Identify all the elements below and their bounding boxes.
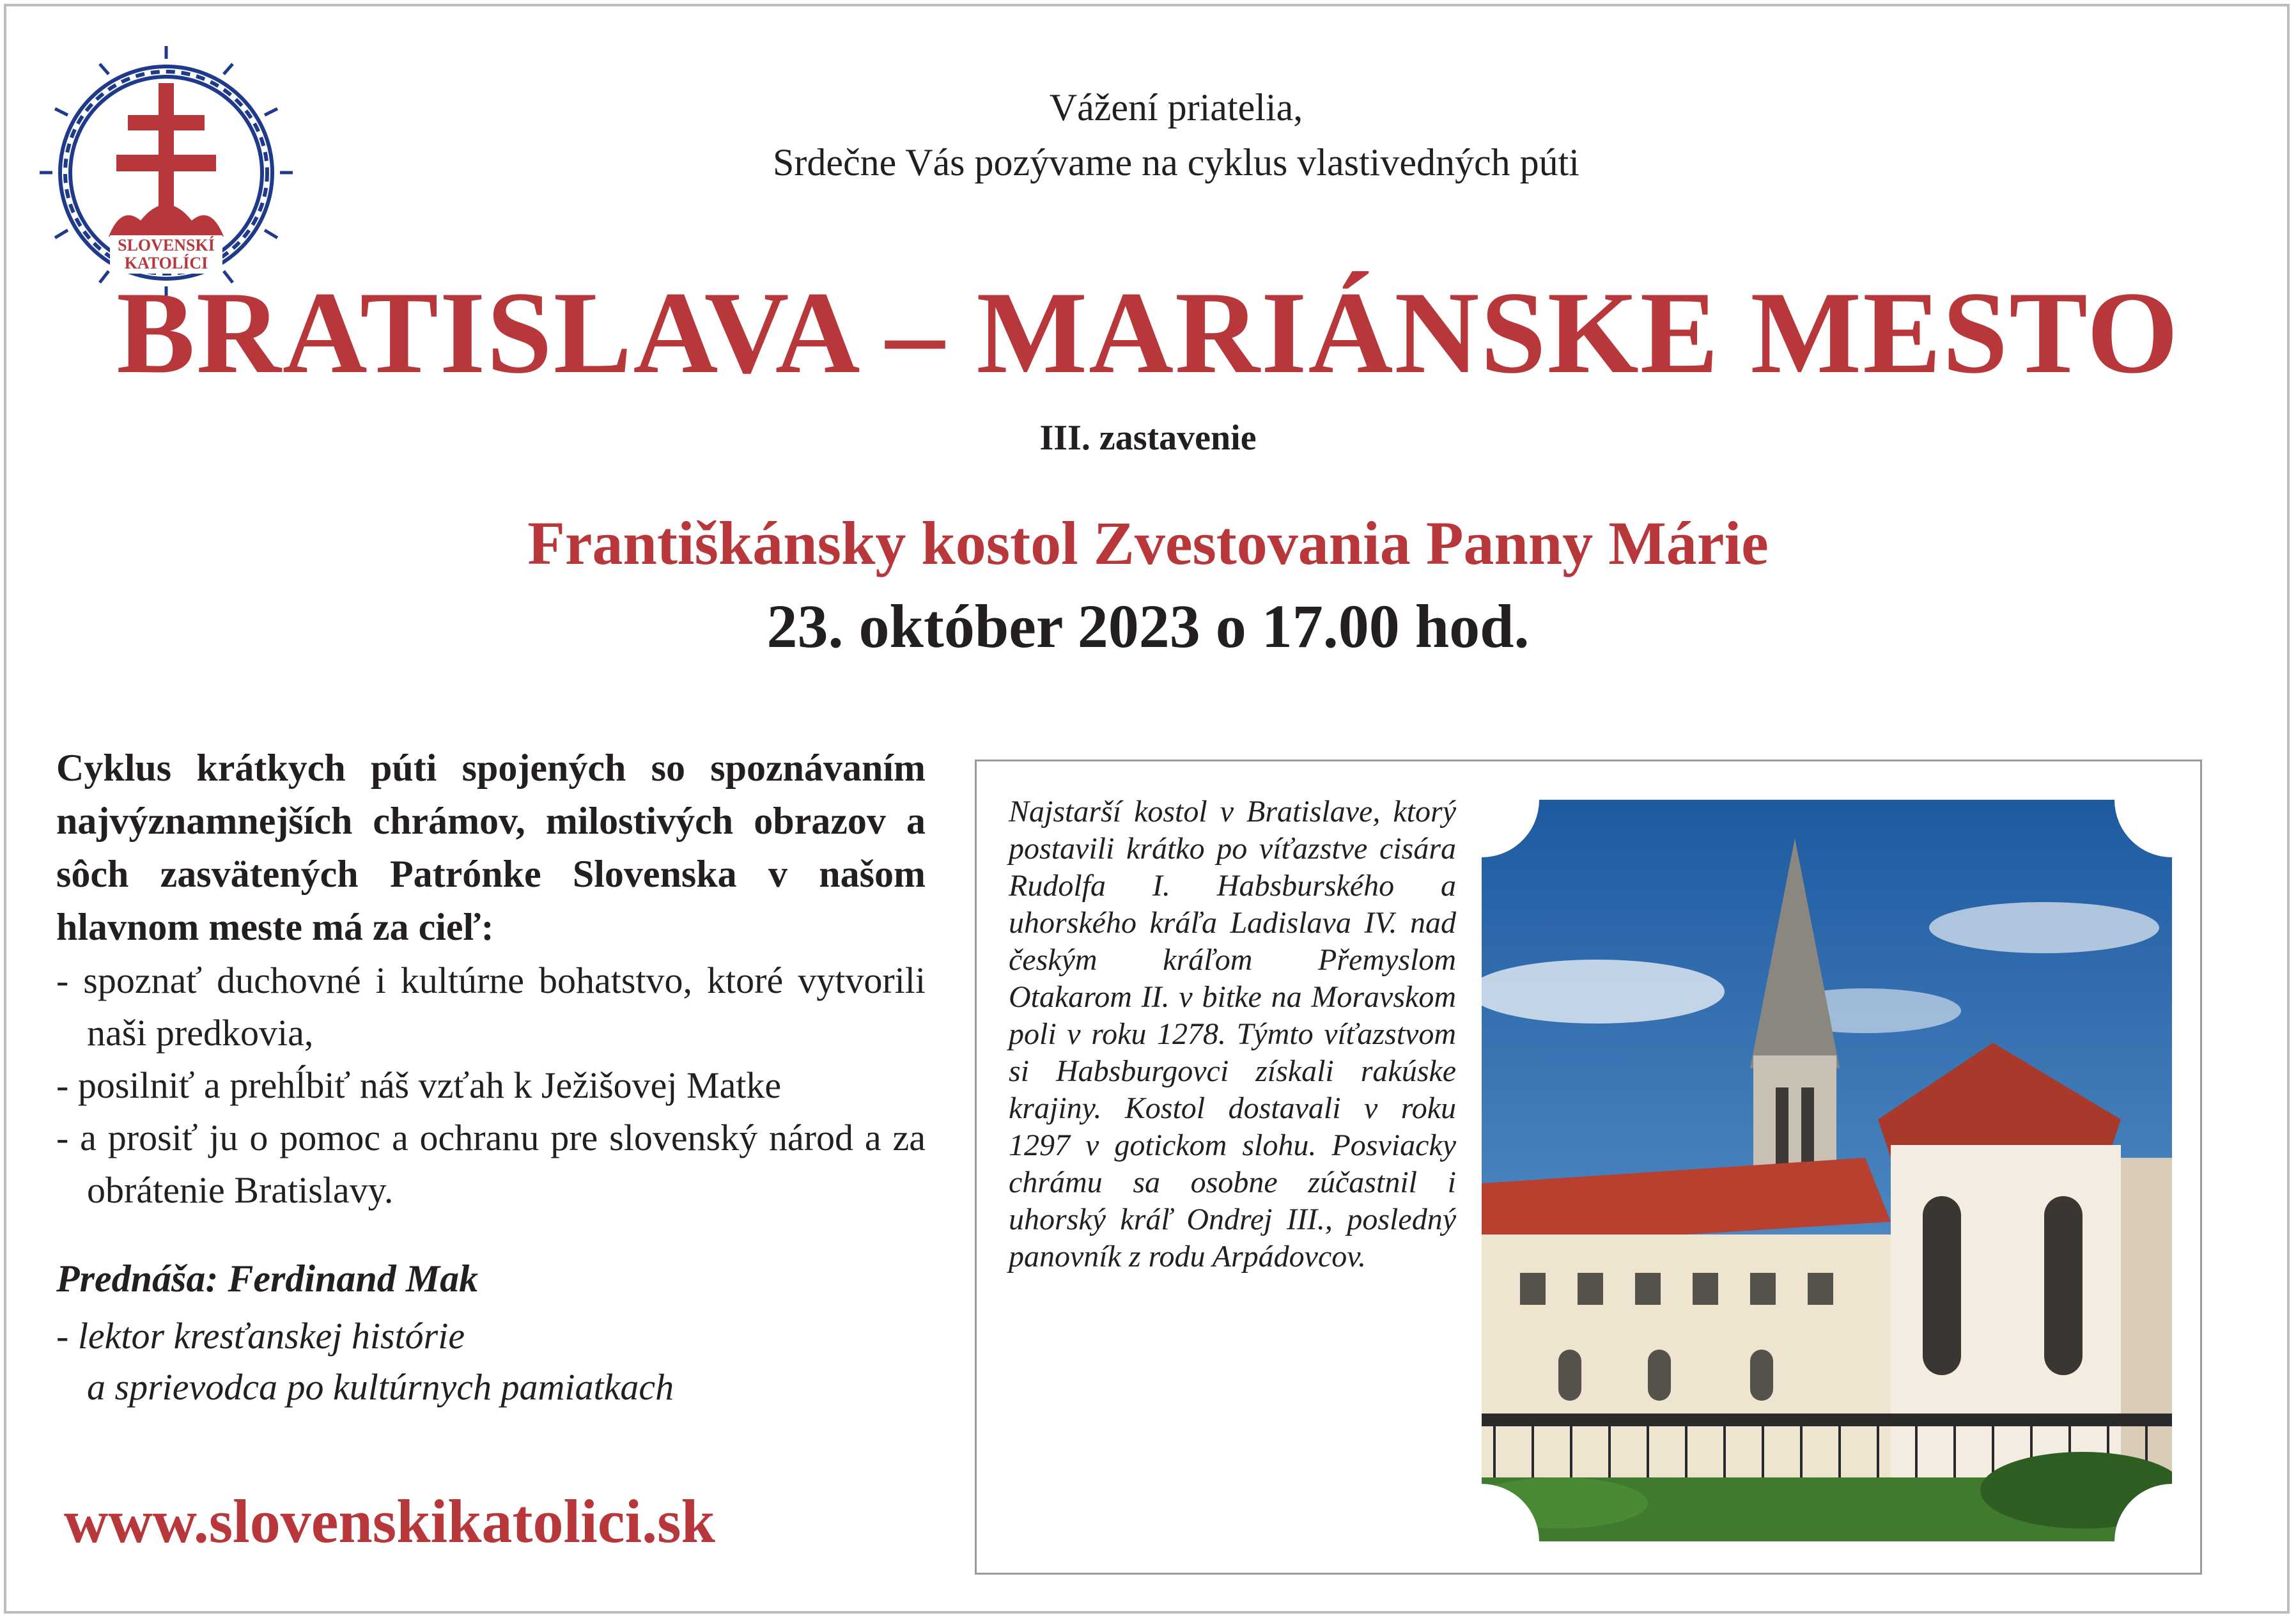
goal-item: - posilniť a prehĺbiť náš vzťah k Ježišovej Matke xyxy=(56,1064,782,1106)
greeting-line2: Srdečne Vás pozývame na cyklus vlastivedných púti xyxy=(773,141,1579,183)
goal-item: - spoznať duchovné i kultúrne bohatstvo, ktoré vytvorili naši predkovia, xyxy=(56,960,926,1054)
website-link[interactable]: www.slovenskikatolici.sk xyxy=(64,1487,715,1555)
event-date: 23. október 2023 o 17.00 hod. xyxy=(766,592,1530,660)
main-title: BRATISLAVA – MARIÁNSKE MESTO xyxy=(116,267,2180,398)
logo-text-line2: KATOLÍCI xyxy=(124,254,208,272)
subtitle: III. zastavenie xyxy=(1039,418,1257,458)
logo-text-line1: SLOVENSKÍ xyxy=(118,236,215,254)
double-cross-icon xyxy=(109,83,224,237)
goals-list xyxy=(56,954,926,1217)
goal-item: - a prosiť ju o pomoc a ochranu pre slovenský národ a za obrátenie Bratislavy. xyxy=(56,1117,926,1211)
church-name: Františkánsky kostol Zvestovania Panny Márie xyxy=(527,509,1769,577)
lecturer-description xyxy=(56,1311,926,1413)
greeting-line1: Vážení priatelia, xyxy=(1049,86,1303,129)
photo-panel xyxy=(975,759,2202,1575)
lecturer-name: Prednáša: Ferdinand Mak xyxy=(56,1258,479,1300)
lecturer-desc-line2: a sprievodca po kultúrnych pamiatkach xyxy=(87,1366,674,1408)
photo-caption: Najstarší kostol v Bratislave, ktorý postavili krátko po víťazstve cisára Rudolfa I. Habsburského a uhorského kráľa Ladislava IV. nad českým kráľom Přemyslom Otakarom II. v bitke na Moravskom poli v roku 1278. Týmto víťazstvom si Habsburgovci získali rakúske krajiny. Kostol dostavali v roku 1297 v gotickom slohu. Posviacky chrámu sa osobne zúčastnil i uhorský kráľ Ondrej III., posledný panovník z rodu Arpádovcov. xyxy=(1009,795,1456,1273)
church-photo xyxy=(1482,800,2172,1541)
intro-paragraph: Cyklus krátkych púti spojených so spoznávaním najvýznamnejších chrámov, milostivých obrazov a sôch zasvätených Patrónke Slovenska v našom hlavnom meste má za cieľ: xyxy=(56,747,926,948)
greeting xyxy=(358,80,1994,190)
lecturer-desc-line1: - lektor kresťanskej histórie xyxy=(56,1315,465,1357)
